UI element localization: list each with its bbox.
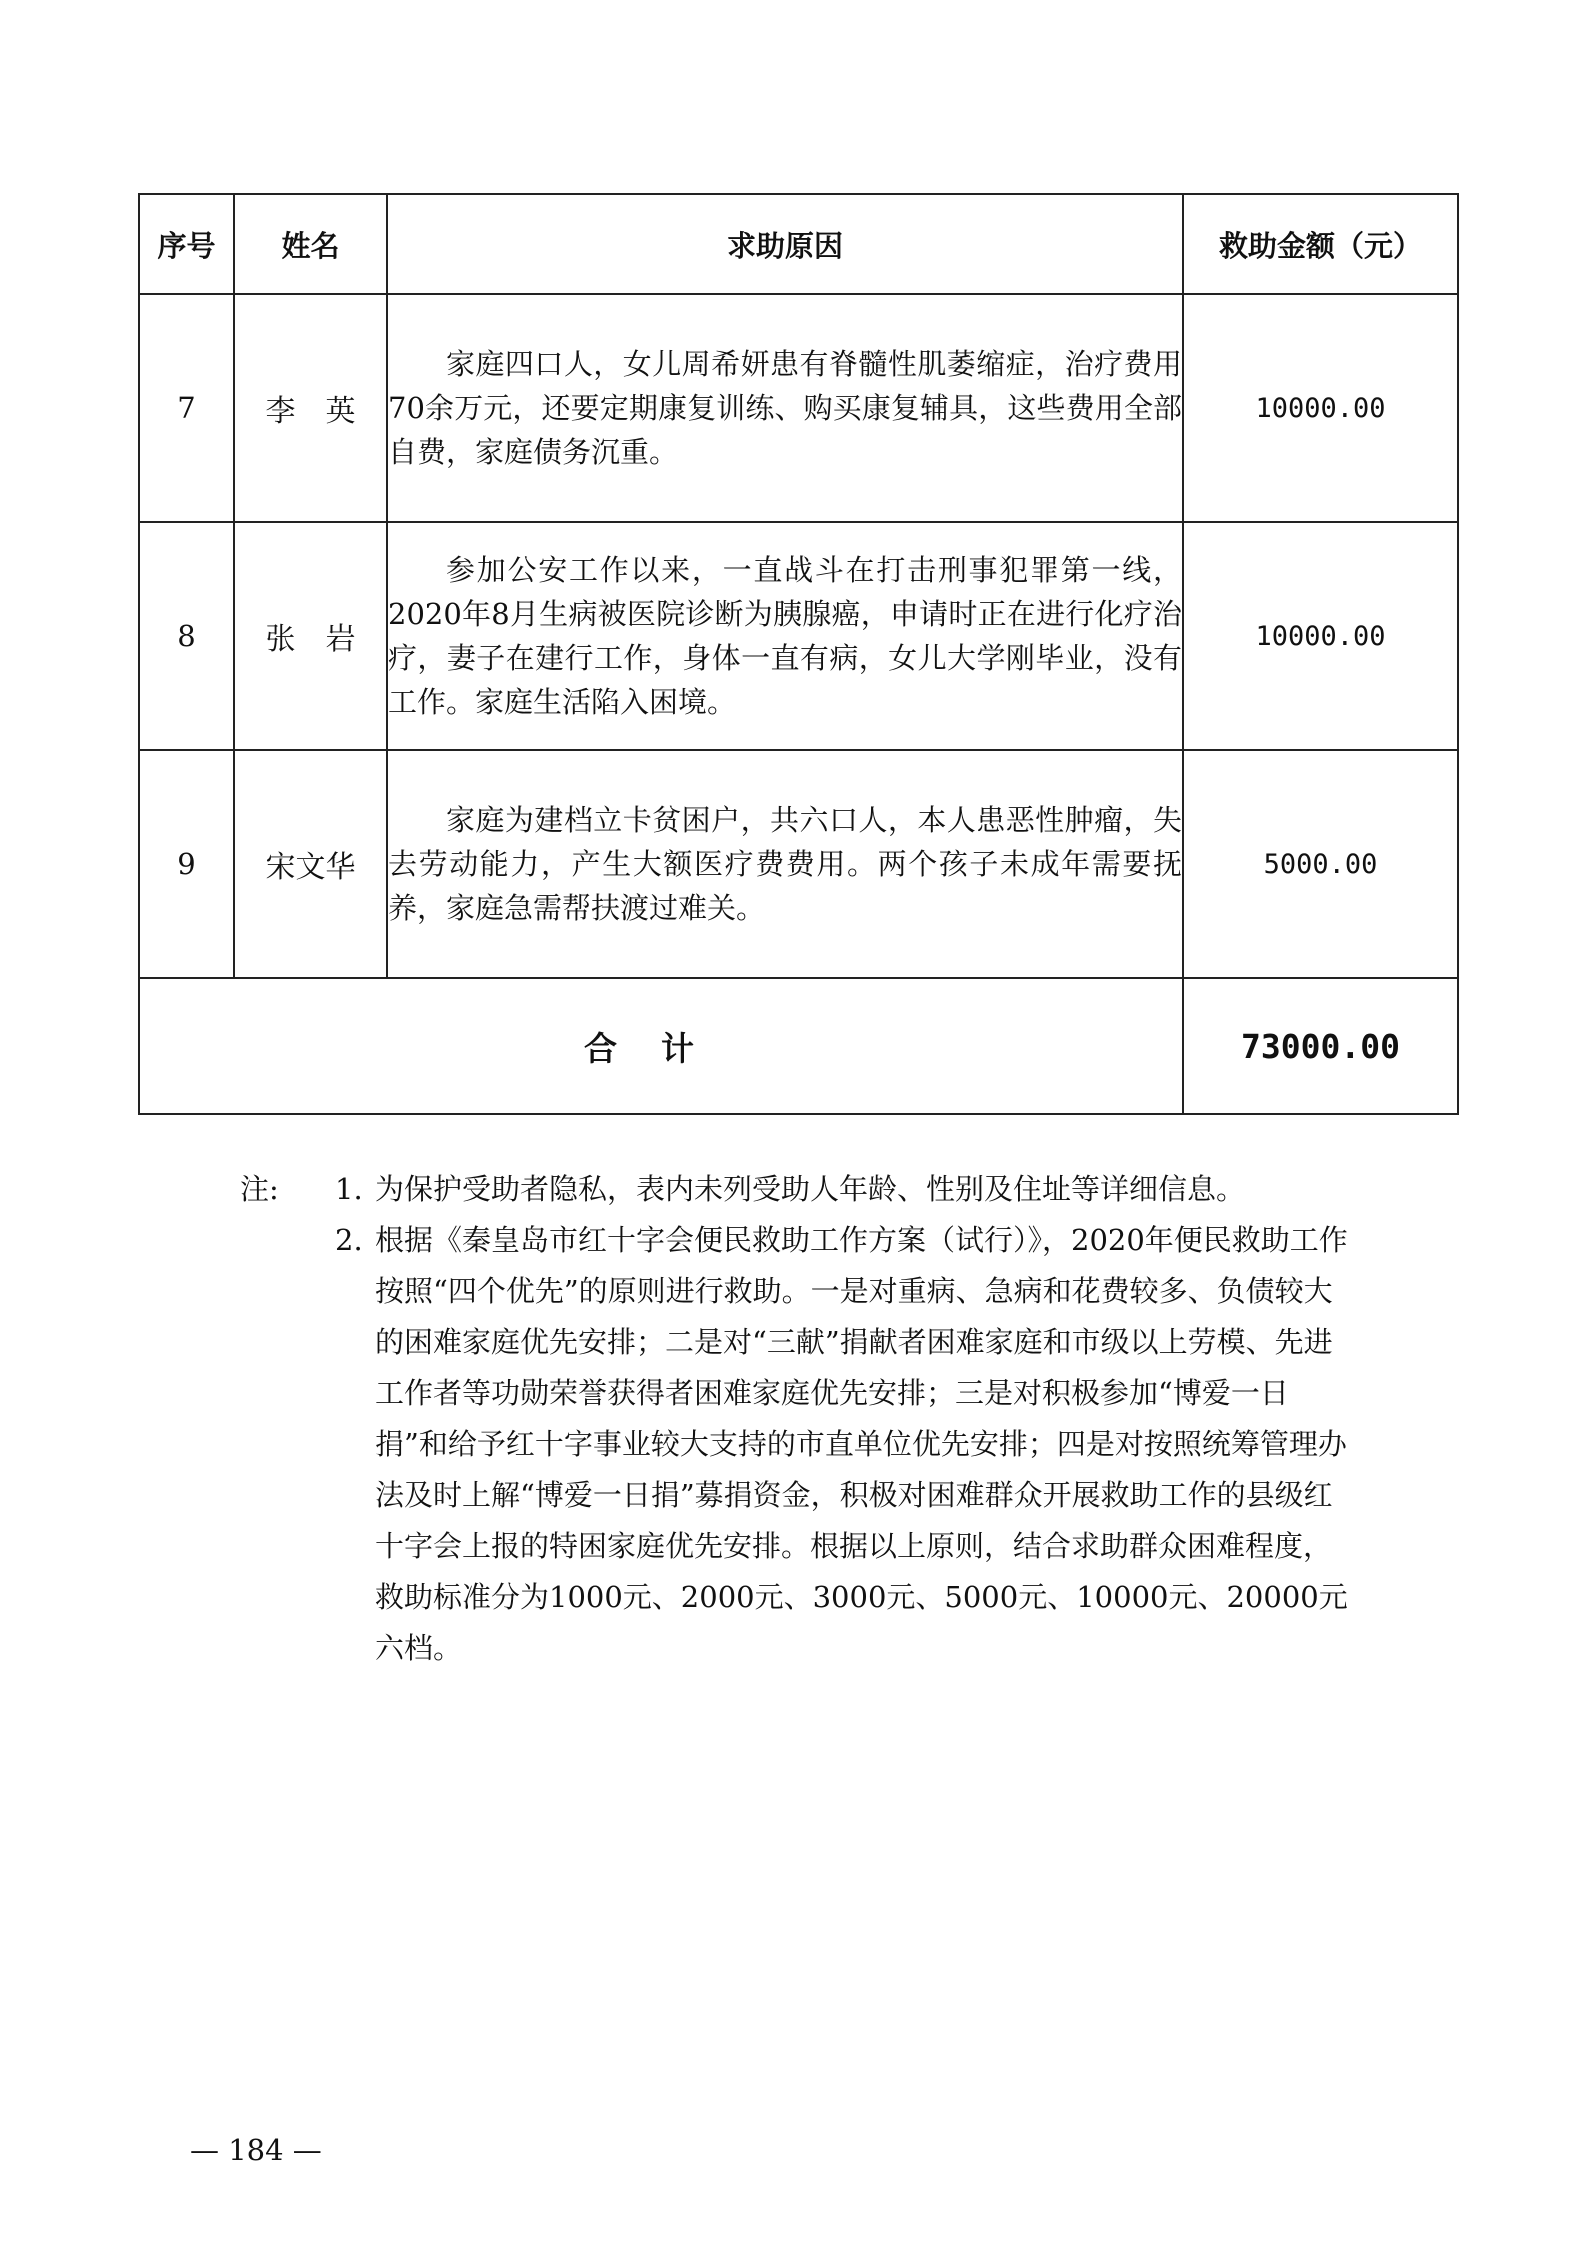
row-reason: 家庭四口人，女儿周希妍患有脊髓性肌萎缩症，治疗费用70余万元，还要定期康复训练、购买康复辅具，这些费用全部自费，家庭债务沉重。 (388, 347, 1182, 469)
page-number: — 184 — (190, 2133, 322, 2167)
total-label: 合计 (139, 978, 1183, 1114)
table-row (139, 750, 1458, 978)
header-amount: 救助金额（元） (1183, 194, 1458, 294)
row-reason: 参加公安工作以来，一直战斗在打击刑事犯罪第一线，2020年8月生病被医院诊断为胰腺癌，申请时正在进行化疗治疗，妻子在建行工作，身体一直有病，女儿大学刚毕业，没有工作。家庭生活陷入困境。 (388, 553, 1182, 719)
row-index: 7 (139, 294, 234, 522)
note-number: 1. (335, 1172, 363, 1206)
note-number: 2. (335, 1223, 363, 1257)
row-amount: 10000.00 (1183, 522, 1458, 750)
row-reason-cell (387, 522, 1183, 750)
table-header-row (139, 194, 1458, 294)
row-index: 8 (139, 522, 234, 750)
header-name: 姓名 (234, 194, 387, 294)
header-index: 序号 (139, 194, 234, 294)
notes-prefix: 注: (240, 1172, 279, 1206)
row-reason-cell (387, 294, 1183, 522)
row-amount: 5000.00 (1183, 750, 1458, 978)
total-amount: 73000.00 (1183, 978, 1458, 1114)
total-row (139, 978, 1458, 1114)
table-row (139, 294, 1458, 522)
row-reason-cell (387, 750, 1183, 978)
aid-recipients-table (138, 193, 1459, 1115)
row-reason: 家庭为建档立卡贫困户，共六口人，本人患恶性肿瘤，失去劳动能力，产生大额医疗费费用。两个孩子未成年需要抚养，家庭急需帮扶渡过难关。 (388, 803, 1182, 925)
row-index: 9 (139, 750, 234, 978)
note-block (240, 1164, 1350, 1674)
row-name: 李 英 (234, 294, 387, 522)
note-text: 为保护受助者隐私，表内未列受助人年龄、性别及住址等详细信息。 (375, 1172, 1246, 1206)
row-amount: 10000.00 (1183, 294, 1458, 522)
note-item-1 (335, 1164, 1350, 1215)
row-name: 宋文华 (234, 750, 387, 978)
note-text: 根据《秦皇岛市红十字会便民救助工作方案（试行）》，2020年便民救助工作按照“四个优先”的原则进行救助。一是对重病、急病和花费较多、负债较大的困难家庭优先安排；二是对“三献”捐献者困难家庭和市级以上劳模、先进工作者等功勋荣誉获得者困难家庭优先安排；三是对积极参加“博爱一日捐”和给予红十字事业较大支持的市直单位优先安排；四是对按照统筹管理办法及时上解“博爱一日捐”募捐资金，积极对困难群众开展救助工作的县级红十字会上报的特困家庭优先安排。根据以上原则，结合求助群众困难程度，救助标准分为1000元、2000元、3000元、5000元、10000元、20000元六档。 (375, 1223, 1348, 1665)
row-name: 张 岩 (234, 522, 387, 750)
notes-section (240, 1164, 1350, 1674)
note-item-2 (335, 1215, 1350, 1674)
header-reason: 求助原因 (387, 194, 1183, 294)
table-row (139, 522, 1458, 750)
